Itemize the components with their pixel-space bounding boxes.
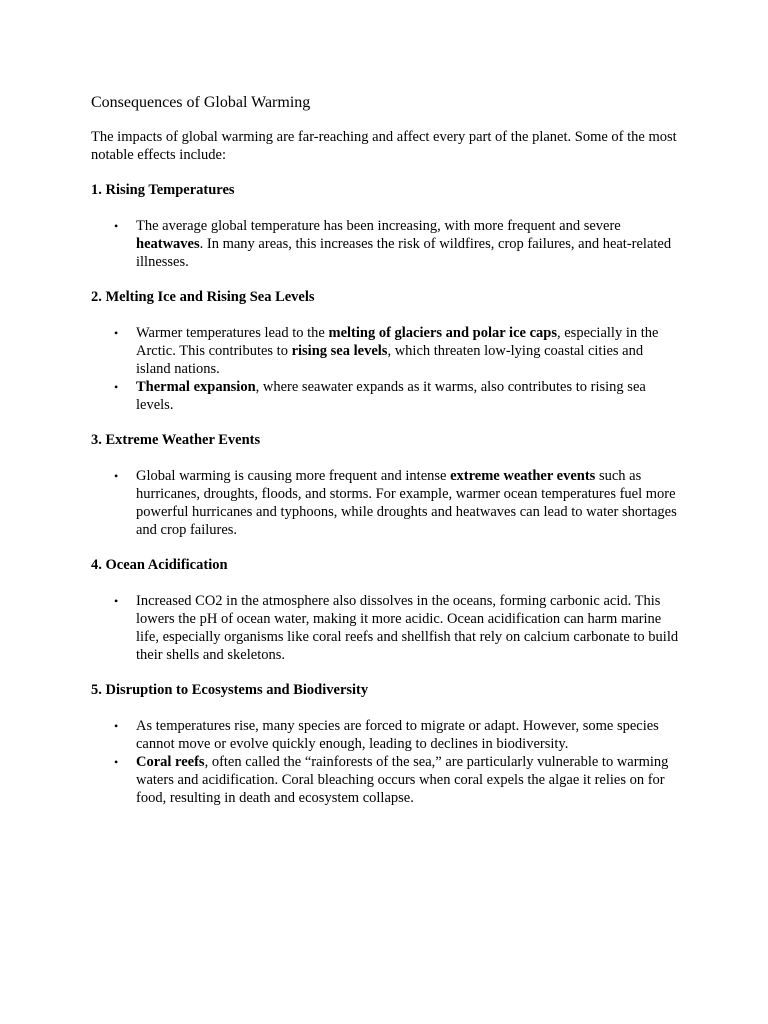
body-text: , where seawater expands as it warms, also contributes to rising sea levels. <box>136 379 646 413</box>
body-text: , especially in the Arctic. This contributes to <box>136 325 659 359</box>
bullet-list <box>91 467 681 539</box>
bullet-icon: • <box>114 380 119 394</box>
body-text: Global warming is causing more frequent and intense <box>136 468 451 484</box>
bullet-item <box>91 217 681 271</box>
bullet-list <box>91 717 681 807</box>
document-title: Consequences of Global Warming <box>91 94 311 111</box>
sections-container <box>91 181 681 807</box>
bullet-item <box>91 378 681 414</box>
bullet-item <box>91 753 681 807</box>
bullet-item <box>91 592 681 664</box>
section-heading: 1. Rising Temperatures <box>91 182 235 198</box>
section-heading: 3. Extreme Weather Events <box>91 432 261 448</box>
body-text: , which threaten low-lying coastal cities and island nations. <box>136 343 644 377</box>
section-heading: 4. Ocean Acidification <box>91 557 228 573</box>
bullet-icon: • <box>114 594 119 608</box>
body-text: such as hurricanes, droughts, floods, and storms. For example, warmer ocean temperatures fuel more powerful hurricanes and typhoons, while droughts and heatwaves can lead to water shortages and crop failures. <box>136 468 677 538</box>
bullet-item <box>91 324 681 378</box>
bullet-list <box>91 324 681 414</box>
emphasis-text: heatwaves <box>136 236 200 252</box>
emphasis-text: melting of glaciers and polar ice caps <box>328 325 557 341</box>
emphasis-text: Coral reefs <box>136 754 205 770</box>
intro-paragraph: The impacts of global warming are far-reaching and affect every part of the planet. Some of the most notable effects include: <box>91 129 677 163</box>
body-text: Increased CO2 in the atmosphere also dissolves in the oceans, forming carbonic acid. This lowers the pH of ocean water, making it more acidic. Ocean acidification can harm marine life, especially organisms like coral reefs and shellfish that rely on calcium carbonate to build their shells and skeletons. <box>136 593 679 663</box>
body-text: Warmer temperatures lead to the <box>136 325 329 341</box>
bullet-icon: • <box>114 219 119 233</box>
body-text: . In many areas, this increases the risk of wildfires, crop failures, and heat-related illnesses. <box>136 236 672 270</box>
emphasis-text: rising sea levels <box>291 343 388 359</box>
bullet-list <box>91 592 681 664</box>
emphasis-text: extreme weather events <box>450 468 596 484</box>
emphasis-text: Thermal expansion <box>136 379 256 395</box>
document-page <box>91 92 681 807</box>
bullet-icon: • <box>114 755 119 769</box>
body-text: The average global temperature has been increasing, with more frequent and severe <box>136 218 621 234</box>
bullet-item <box>91 467 681 539</box>
section-heading: 5. Disruption to Ecosystems and Biodiversity <box>91 682 369 698</box>
bullet-icon: • <box>114 326 119 340</box>
bullet-icon: • <box>114 719 119 733</box>
section-heading: 2. Melting Ice and Rising Sea Levels <box>91 289 315 305</box>
bullet-list <box>91 217 681 271</box>
bullet-icon: • <box>114 469 119 483</box>
body-text: As temperatures rise, many species are forced to migrate or adapt. However, some species cannot move or evolve quickly enough, leading to declines in biodiversity. <box>136 718 659 752</box>
bullet-item <box>91 717 681 753</box>
body-text: , often called the “rainforests of the sea,” are particularly vulnerable to warming waters and acidification. Coral bleaching occurs when coral expels the algae it relies on for food, resulting in death and ecosystem collapse. <box>136 754 669 806</box>
